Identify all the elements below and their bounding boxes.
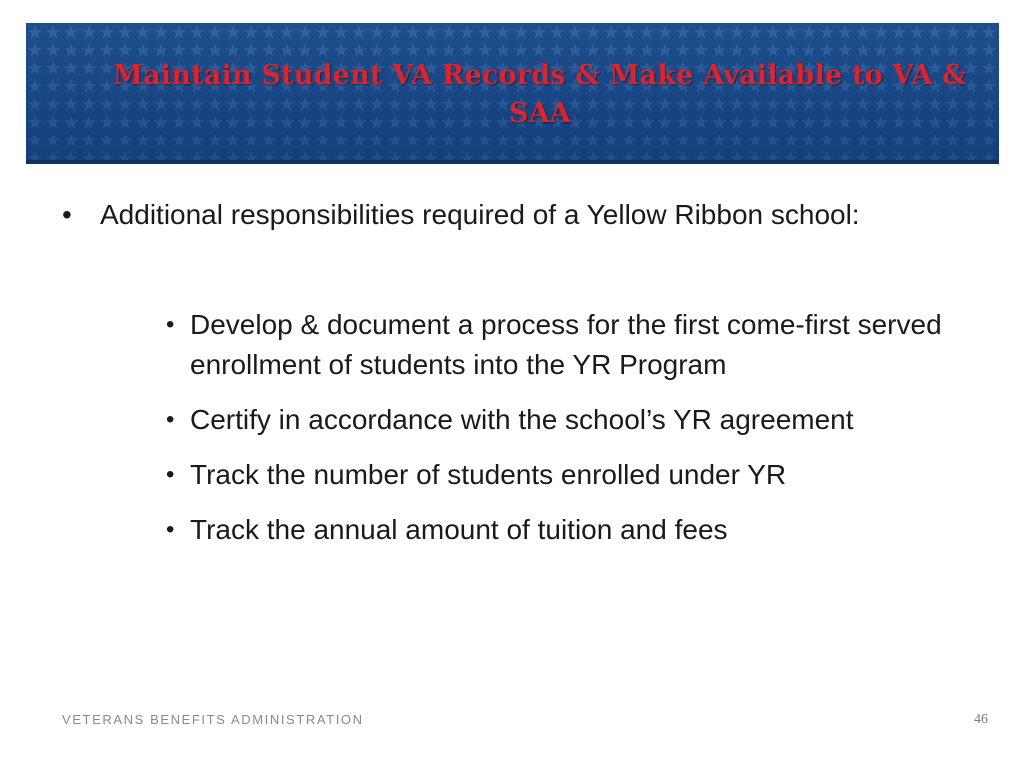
footer-organization: VETERANS BENEFITS ADMINISTRATION xyxy=(62,712,364,727)
sub-bullet-item xyxy=(166,455,956,495)
slide-number: 46 xyxy=(974,712,988,727)
bullet-marker: • xyxy=(166,516,175,543)
bullet-marker: • xyxy=(166,406,175,433)
sub-bullet-list xyxy=(166,305,956,565)
bullet-marker: • xyxy=(62,199,72,230)
main-bullet-text: Additional responsibilities required of a Yellow Ribbon school: xyxy=(100,199,860,230)
sub-bullet-text: Certify in accordance with the school’s YR agreement xyxy=(190,404,854,435)
sub-bullet-text: Develop & document a process for the first come-first served enrollment of students into the YR Program xyxy=(190,309,942,380)
bullet-marker: • xyxy=(166,311,175,338)
sub-bullet-item xyxy=(166,510,956,550)
main-bullet xyxy=(62,196,942,234)
slide-title: Maintain Student VA Records & Make Available to VA & SAA xyxy=(113,60,967,129)
sub-bullet-text: Track the annual amount of tuition and fees xyxy=(190,514,728,545)
sub-bullet-item xyxy=(166,305,956,385)
sub-bullet-item xyxy=(166,400,956,440)
sub-bullet-text: Track the number of students enrolled under YR xyxy=(190,459,787,490)
bullet-marker: • xyxy=(166,461,175,488)
